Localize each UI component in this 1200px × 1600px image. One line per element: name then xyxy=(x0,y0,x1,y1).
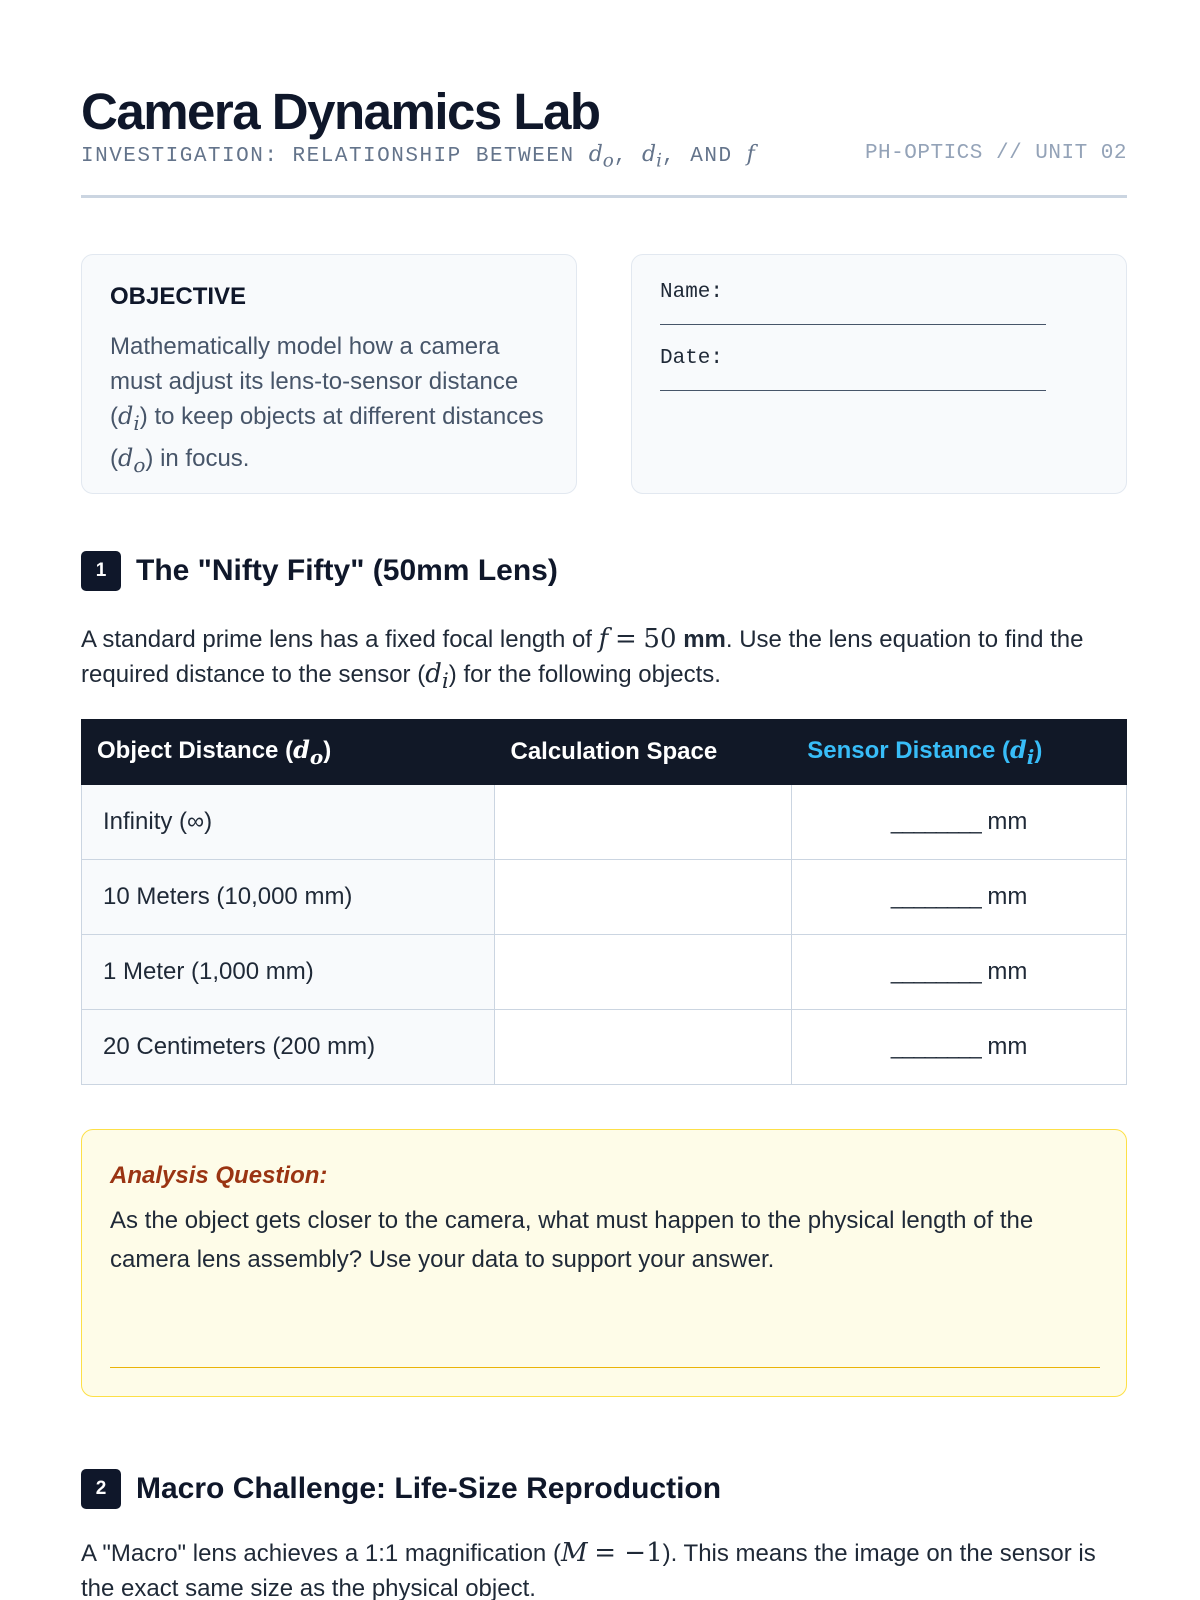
table-row xyxy=(82,860,1127,935)
course-code: PH-OPTICS // UNIT 02 xyxy=(864,142,1127,165)
analysis-question-label: Analysis Question: xyxy=(110,1162,328,1189)
section-title: Macro Challenge: Life-Size Reproduction xyxy=(136,1472,722,1505)
subtitle-prefix: INVESTIGATION: RELATIONSHIP BETWEEN xyxy=(81,145,575,168)
page-title: Camera Dynamics Lab xyxy=(81,83,600,140)
table-row xyxy=(82,785,1127,860)
section-1-intro: A standard prime lens has a fixed focal length of f = 50 mm. Use the lens equation to find the required distance to the sensor $(d_i)$ for the following objects. xyxy=(81,624,1084,695)
sensor-distance-cell[interactable]: ________ mm xyxy=(792,785,1127,860)
sensor-distance-cell[interactable]: ________ mm xyxy=(792,860,1127,935)
objective-text: Mathematically model how a camera must adjust its lens-to-sensor distance $(d_i)$ to keep objects at different distances $(d_o)$ in focus. xyxy=(110,333,544,477)
section-2-heading xyxy=(81,1469,721,1509)
section-2-intro: A "Macro" lens achieves a 1:1 magnification (M = −1). This means the image on the sensor is the exact same size as the physical object. xyxy=(81,1538,1096,1600)
calculation-cell[interactable] xyxy=(495,785,792,860)
name-field[interactable] xyxy=(660,281,1046,325)
student-info-card xyxy=(631,254,1127,494)
object-distance-cell: Infinity (∞) xyxy=(82,785,495,860)
subtitle-and: AND xyxy=(690,145,733,168)
objective-card xyxy=(81,254,577,494)
objective-heading: OBJECTIVE xyxy=(110,283,247,310)
sensor-distance-cell[interactable]: ________ mm xyxy=(792,935,1127,1010)
analysis-question-text: As the object gets closer to the camera, what must happen to the physical length of the camera lens assembly? Use your data to support your answer. xyxy=(110,1207,1034,1273)
table-row xyxy=(82,935,1127,1010)
sensor-distance-cell[interactable]: ________ mm xyxy=(792,1010,1127,1085)
section-number-badge: 2 xyxy=(81,1469,121,1509)
object-distance-cell: 1 Meter (1,000 mm) xyxy=(82,935,495,1010)
lens-data-table xyxy=(81,719,1127,1085)
column-header-sensor-distance: Sensor Distance $(d_i)$ xyxy=(792,720,1127,785)
date-label: Date: xyxy=(660,347,724,370)
page-subtitle: INVESTIGATION: RELATIONSHIP BETWEEN $d_o$, $d_i$, AND f xyxy=(81,142,755,172)
column-header-object-distance: Object Distance $(d_o)$ xyxy=(82,720,495,785)
section-title: The "Nifty Fifty" (50mm Lens) xyxy=(136,554,558,587)
section-1-heading xyxy=(81,551,558,591)
calculation-cell[interactable] xyxy=(495,1010,792,1085)
table-header-row xyxy=(82,720,1127,785)
calculation-cell[interactable] xyxy=(495,860,792,935)
object-distance-cell: 20 Centimeters (200 mm) xyxy=(82,1010,495,1085)
section-number-badge: 1 xyxy=(81,551,121,591)
column-header-calculation: Calculation Space xyxy=(495,720,792,785)
object-distance-cell: 10 Meters (10,000 mm) xyxy=(82,860,495,935)
date-field[interactable] xyxy=(660,347,1046,391)
analysis-question-box xyxy=(81,1129,1127,1397)
name-label: Name: xyxy=(660,281,724,304)
calculation-cell[interactable] xyxy=(495,935,792,1010)
page-header xyxy=(81,82,1127,198)
answer-line[interactable] xyxy=(110,1367,1100,1368)
table-row xyxy=(82,1010,1127,1085)
